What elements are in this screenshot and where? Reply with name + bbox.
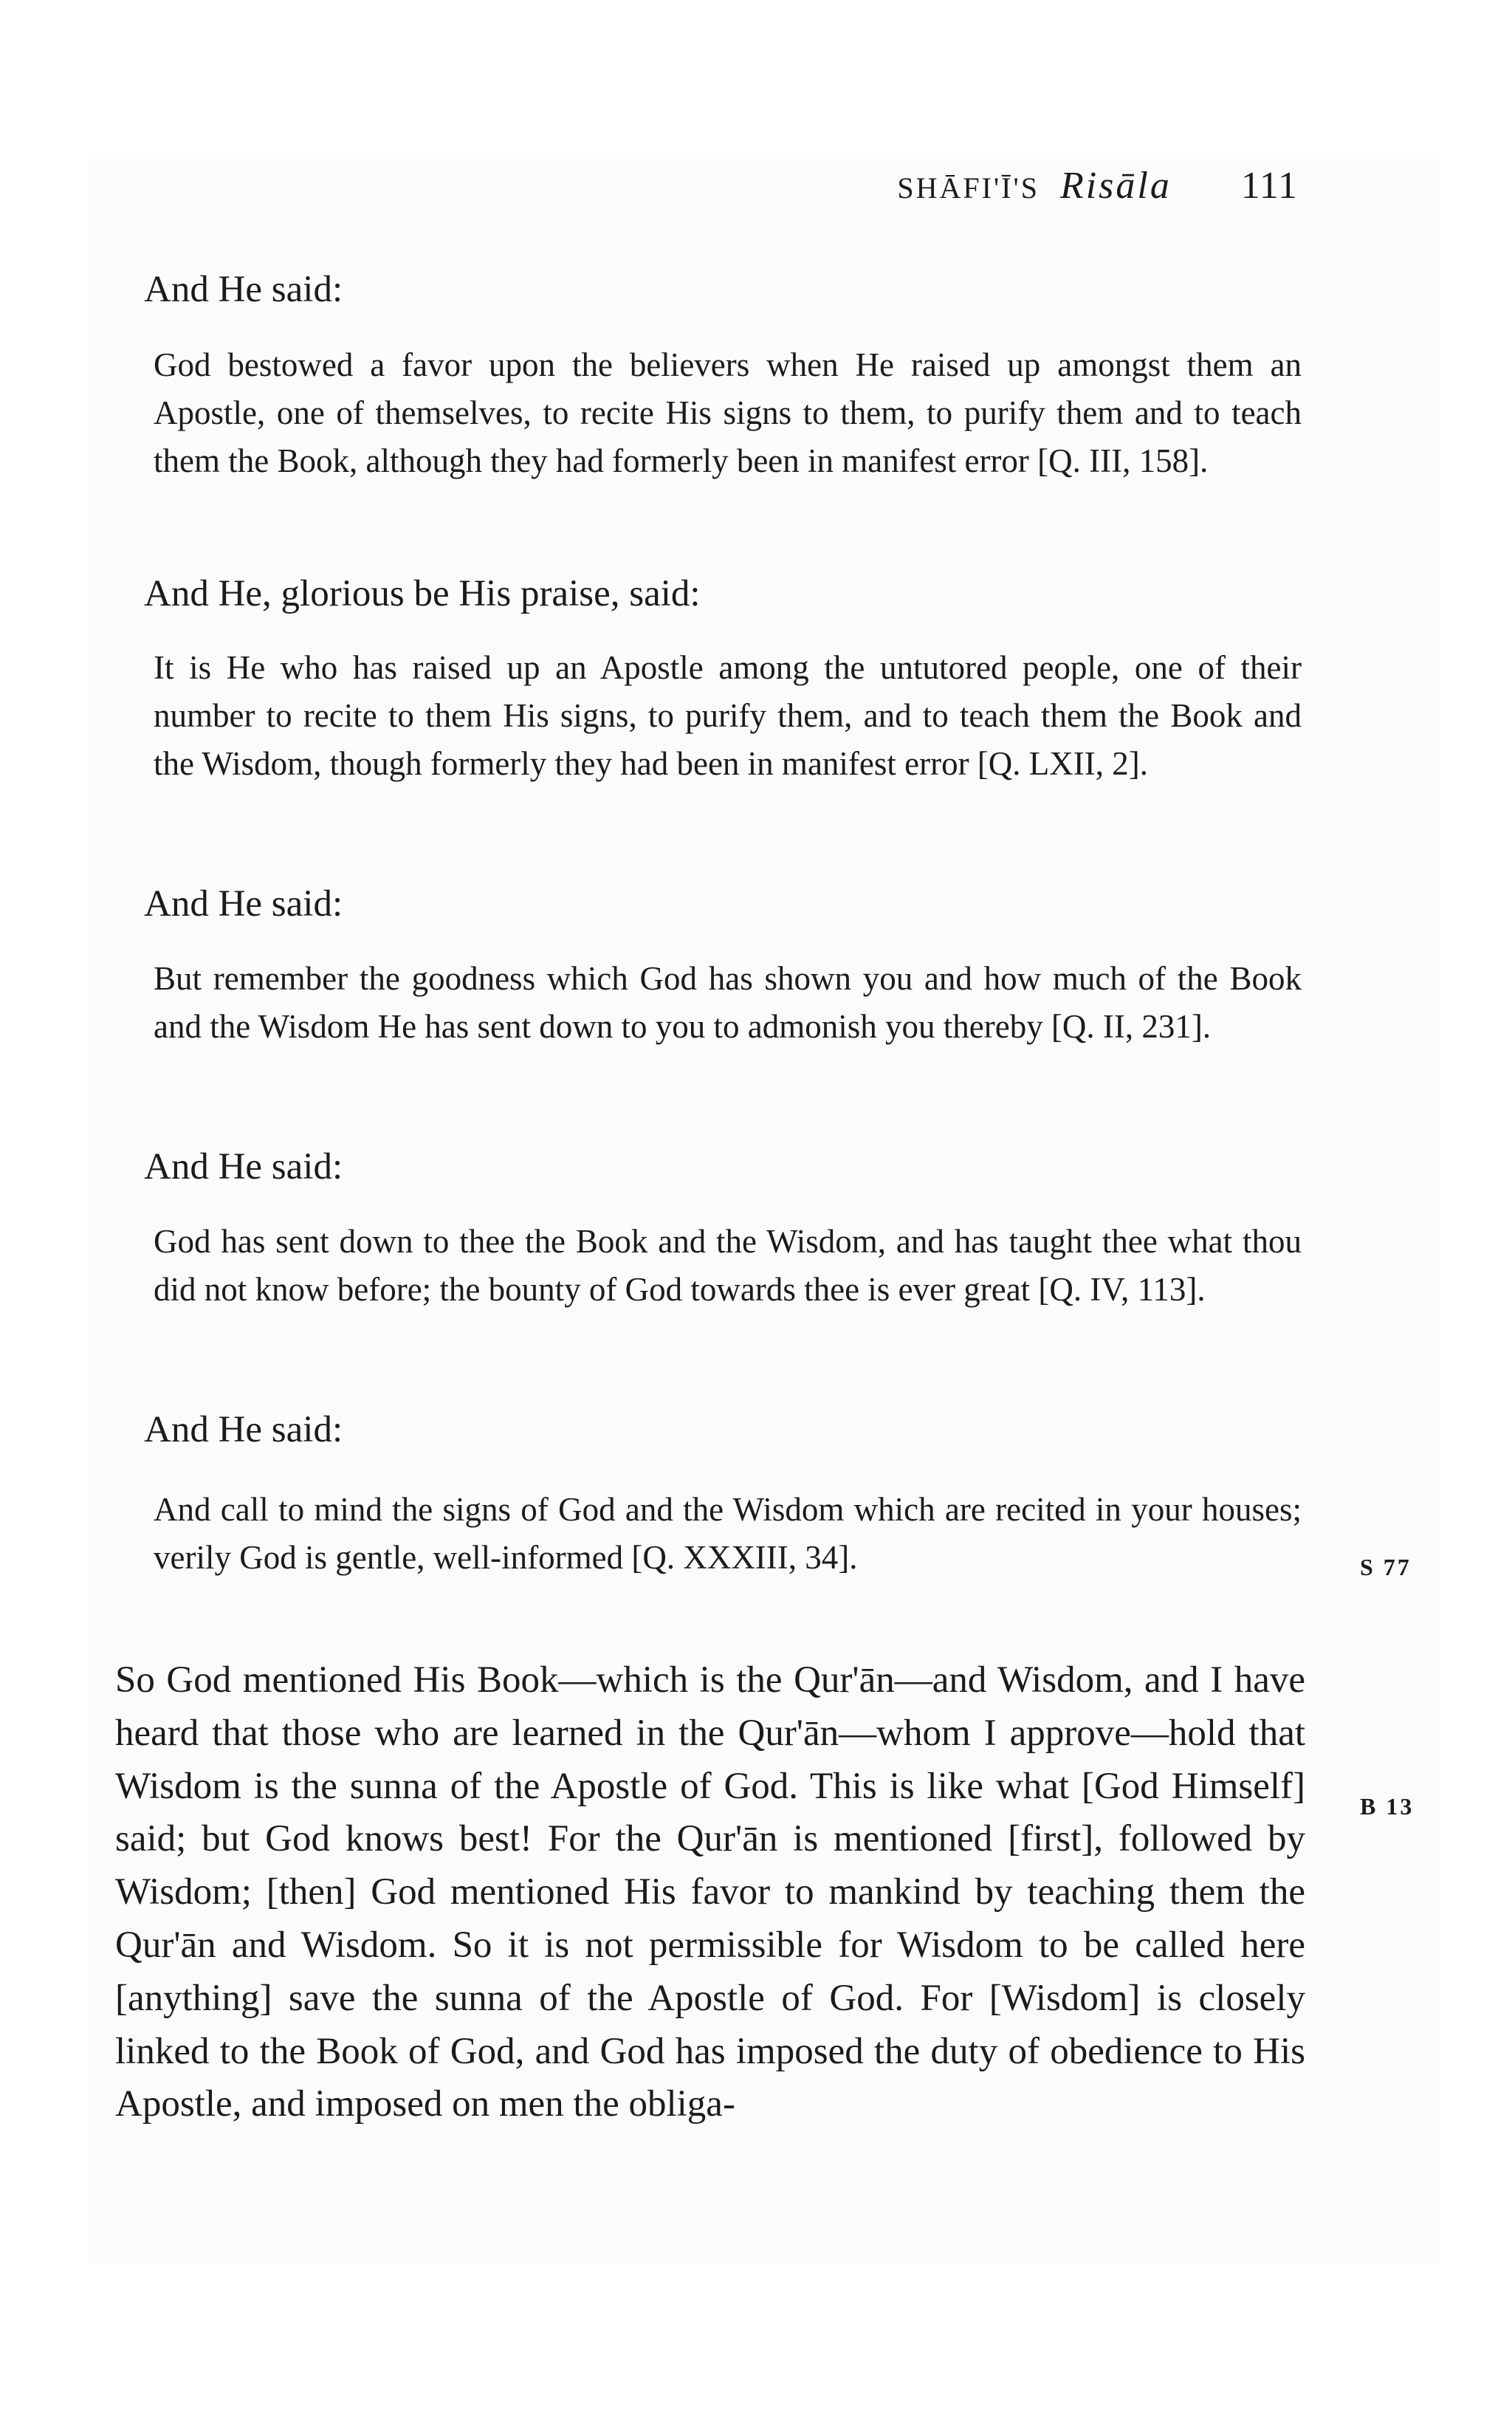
running-header: [897, 164, 1298, 208]
margin-note-b: B 13: [1360, 1793, 1415, 1820]
header-title: Risāla: [1059, 165, 1172, 207]
quotation: It is He who has raised up an Apostle among the untutored people, one of their number to recite to them His signs, to purify them, and to teach them the Book and the Wisdom, though formerly they had been in manifest error [Q. LXII, 2].: [154, 649, 1302, 782]
header-author: SHĀFI'Ī'S: [897, 171, 1040, 205]
quotation: God has sent down to thee the Book and the Wisdom, and has taught thee what thou did not know before; the bounty of God towards thee is ever great [Q. IV, 113].: [154, 1223, 1302, 1308]
intro-line: And He, glorious be His praise, said:: [144, 573, 701, 614]
margin-note-s: S 77: [1360, 1554, 1412, 1580]
intro-line: And He said:: [144, 269, 343, 310]
intro-line: And He said:: [144, 1146, 343, 1187]
quotation: But remember the goodness which God has shown you and how much of the Book and the Wisdom He has sent down to you to admonish you thereby [Q. II, 231].: [154, 960, 1302, 1045]
quotation: God bestowed a favor upon the believers when He raised up amongst them an Apostle, one of themselves, to recite His signs to them, to purify them and to teach them the Book, although they had formerly been in manifest error [Q. III, 158].: [154, 346, 1302, 479]
body-paragraph: So God mentioned His Book—which is the Qur'ān—and Wisdom, and I have heard that those who are learned in the Qur'ān—whom I approve—hold that Wisdom is the sunna of the Apostle of God. This is like what [God Himself] said; but God knows best! For the Qur'ān is mentioned [first], followed by Wisdom; [then] God mentioned His favor to mankind by teaching them the Qur'ān and Wisdom. So it is not permissible for Wisdom to be called here [anything] save the sunna of the Apostle of God. For [Wisdom] is closely linked to the Book of God, and God has imposed the duty of obedience to His Apostle, and imposed on men the obliga-: [115, 1659, 1305, 2125]
quotation: And call to mind the signs of God and the Wisdom which are recited in your houses; verily God is gentle, well-informed [Q. XXXIII, 34].: [154, 1491, 1302, 1576]
intro-line: And He said:: [144, 1409, 343, 1450]
page-number: 111: [1240, 165, 1298, 207]
intro-line: And He said:: [144, 883, 343, 925]
